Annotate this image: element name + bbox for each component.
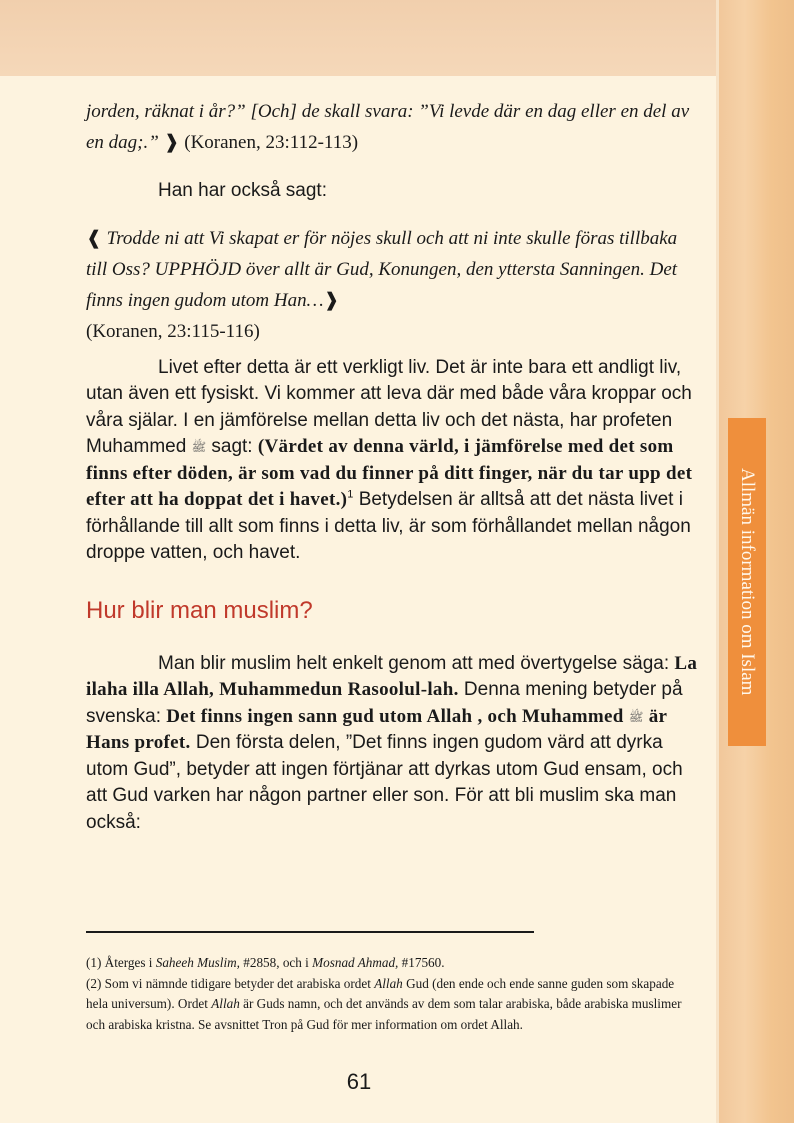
- paragraph-muslim: [86, 651, 698, 837]
- footnote-1-text-b: #2858, och i: [243, 955, 309, 970]
- life-said: sagt:: [211, 436, 253, 457]
- shahada-arabic: La ilaha illa Allah, Muhammedun Rasoolul-lah.: [86, 652, 698, 700]
- quote2-reference: (Koranen, 23:115-116): [86, 320, 260, 342]
- footnote-2-text-a: (2) Som vi nämnde tidigare betyder det arabiska ordet: [86, 975, 371, 991]
- footnote-1: [86, 953, 698, 974]
- quote-close-bracket-icon: ❱: [163, 132, 180, 153]
- footnote-divider: [86, 931, 534, 933]
- quran-quote-2: [86, 223, 698, 347]
- chapter-tab: [728, 418, 766, 746]
- pbuh-icon: ﷺ: [191, 440, 207, 454]
- life-text-1: Livet efter detta är ett verkligt liv. Det är inte bara ett andligt liv, utan även ett fysiskt. Vi kommer att leva där med både våra kroppar och våra själar. I en jämförelse mellan detta liv och det nästa, har profeten Muhammed: [86, 356, 692, 457]
- quote2-text: Trodde ni att Vi skapat er för nöjes skull och att ni inte skulle föras tillbaka till Oss? UPPHÖJD över allt är Gud, Konungen, den yttersta Sanningen. Det finns ingen gudom utom Han…: [86, 227, 678, 311]
- hadith-quote: (Värdet av denna värld, i jämförelse med det som finns efter döden, är som vad du finner på ditt finger, när du tar upp det efter att ha doppat det i havet.): [86, 436, 693, 510]
- chapter-tab-title: Allmän information om Islam: [737, 468, 758, 696]
- footnote-2-term-2: Allah: [211, 996, 240, 1011]
- footnote-2-term-1: Allah: [374, 975, 403, 991]
- section-heading: Hur blir man muslim?: [86, 596, 313, 624]
- shahada-swedish-a: Det finns ingen sann gud utom Allah , och Muhammed: [166, 705, 624, 727]
- muslim-text-3: Den första delen, ”Det finns ingen gudom värd att dyrka utom Gud”, betyder att ingen förtjänar att dyrkas utom Gud ensam, och att Gud varken har någon partner eller son. För att bli muslim ska man också:: [86, 732, 683, 833]
- quran-quote-1: [86, 96, 698, 158]
- footnote-mark: 1: [347, 488, 354, 501]
- footnote-1-text-a: (1) Återges i: [86, 955, 153, 970]
- quote1-reference: (Koranen, 23:112-113): [184, 132, 359, 153]
- page-content: [86, 96, 698, 858]
- footnote-2: [86, 974, 698, 1036]
- footnote-1-text-c: #17560.: [401, 955, 445, 970]
- paragraph-said: Han har också sagt:: [158, 180, 327, 201]
- muslim-text-2: Denna mening betyder på svenska:: [86, 679, 683, 727]
- footnotes: [86, 953, 698, 1035]
- footnote-1-source-2: Mosnad Ahmad,: [312, 955, 399, 970]
- paragraph-life: [86, 355, 698, 567]
- shahada-swedish-b: är Hans profet.: [86, 705, 667, 753]
- life-text-2: Betydelsen är alltså att det nästa livet i förhållande till allt som finns i detta liv, är som förhållandet mellan någon droppe vatten, och havet.: [86, 489, 691, 563]
- sidebar-edge: [716, 0, 719, 1123]
- quote-open-bracket-icon: ❰: [86, 227, 102, 249]
- pbuh-icon: ﷺ: [628, 709, 644, 724]
- quote1-text: jorden, räknat i år?” [Och] de skall svara: ”Vi levde där en dag eller en del av en dag;.”: [86, 101, 690, 153]
- page-number: 61: [346, 1069, 372, 1094]
- footnote-2-text-c: är Guds namn, och det används av dem som talar arabiska, både arabiska muslimer och arabiska kristna. Se avsnittet Tron på Gud för mer information om ordet Allah.: [86, 996, 682, 1032]
- footnote-2-text-b: Gud (den ende och ende sanne guden som skapade hela universum). Ordet: [86, 975, 675, 1011]
- muslim-text-1: Man blir muslim helt enkelt genom att med övertygelse säga:: [158, 652, 670, 674]
- quote-close-bracket-icon: ❱: [323, 289, 340, 311]
- footnote-1-source-1: Saheeh Muslim,: [155, 955, 240, 970]
- page-header-band: [0, 0, 718, 76]
